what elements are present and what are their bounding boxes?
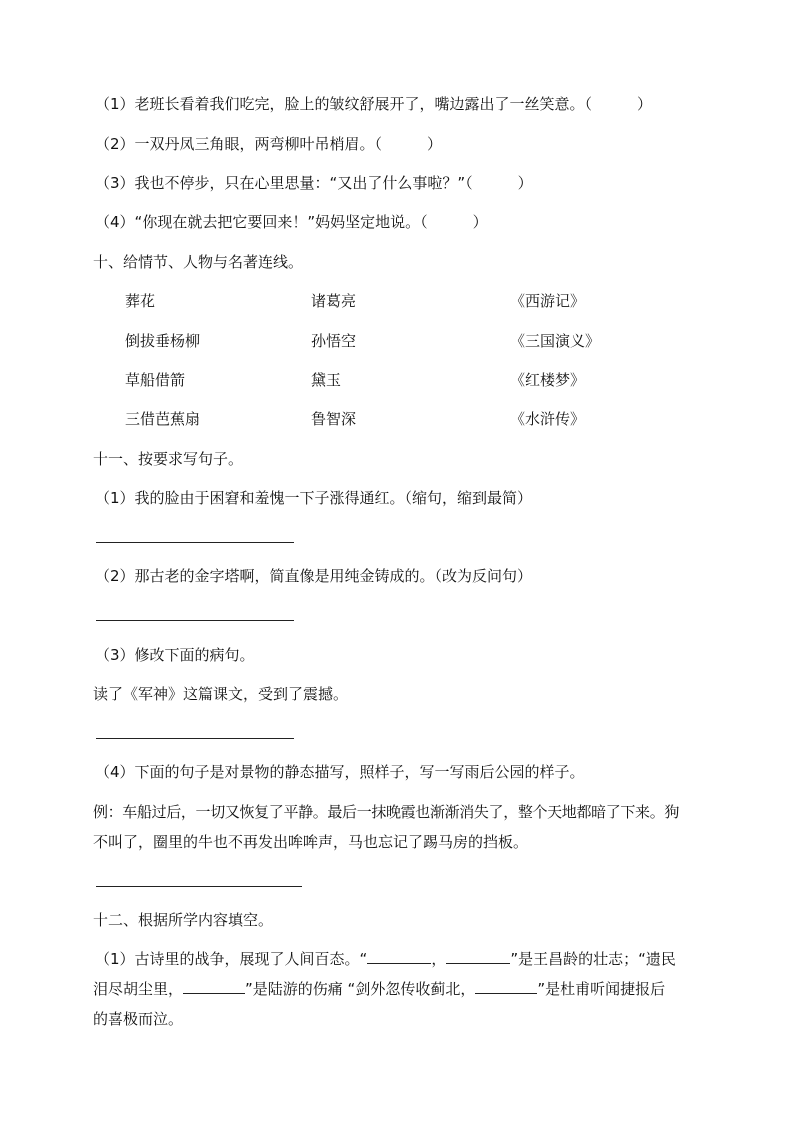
q12-para-line-1 bbox=[95, 949, 676, 969]
q11-sentence-4: （4）下面的句子是对景物的静态描写，照样子，写一写雨后公园的样子。 bbox=[95, 763, 585, 781]
character-item[interactable]: 孙悟空 bbox=[311, 332, 357, 350]
character-item[interactable]: 鲁智深 bbox=[311, 410, 357, 428]
q11-example-line-2: 不叫了，圈里的牛也不再发出哞哞声，马也忘记了踢马房的挡板。 bbox=[93, 833, 529, 851]
q12-para-line-3: 的喜极而泣。 bbox=[93, 1010, 184, 1028]
book-item[interactable]: 《水浒传》 bbox=[510, 410, 586, 428]
q12-text: 泪尽胡尘里， bbox=[93, 980, 184, 998]
q9-item-4: （4）“你现在就去把它要回来！”妈妈坚定地说。（ ） bbox=[95, 213, 488, 231]
fill-blank-4[interactable] bbox=[475, 979, 537, 994]
match-row-2 bbox=[0, 331, 794, 351]
q12-text: ”是陆游的伤痛 “剑外忽传收蓟北， bbox=[245, 980, 476, 998]
fill-blank-3[interactable] bbox=[183, 979, 245, 994]
answer-line-2[interactable] bbox=[96, 620, 294, 621]
q11-sentence-1: （1）我的脸由于困窘和羞愧一下子涨得通红。（缩句，缩到最简） bbox=[95, 489, 533, 507]
book-item[interactable]: 《红楼梦》 bbox=[510, 371, 586, 389]
fill-blank-1[interactable] bbox=[367, 949, 431, 964]
match-row-4 bbox=[0, 409, 794, 429]
book-item[interactable]: 《三国演义》 bbox=[510, 332, 601, 350]
plot-item[interactable]: 倒拔垂杨柳 bbox=[125, 332, 201, 350]
answer-line-4[interactable] bbox=[96, 886, 302, 887]
q12-text: （1）古诗里的战争，展现了人间百态。“ bbox=[95, 950, 368, 968]
plot-item[interactable]: 葬花 bbox=[125, 292, 156, 310]
q12-para-line-2 bbox=[93, 979, 665, 999]
q9-item-3: （3）我也不停步，只在心里思量：“又出了什么事啦？”（ ） bbox=[95, 174, 533, 192]
plot-item[interactable]: 草船借箭 bbox=[125, 371, 186, 389]
answer-line-3[interactable] bbox=[96, 738, 294, 739]
q11-example-line-1: 例：车船过后，一切又恢复了平静。最后一抹晚霞也渐渐消失了，整个天地都暗了下来。狗 bbox=[93, 803, 680, 821]
fill-blank-2[interactable] bbox=[446, 949, 510, 964]
q10-title: 十、给情节、人物与名著连线。 bbox=[93, 253, 304, 271]
answer-line-1[interactable] bbox=[96, 542, 294, 543]
q11-faulty-sentence: 读了《军神》这篇课文，受到了震撼。 bbox=[93, 685, 349, 703]
match-row-3 bbox=[0, 370, 794, 390]
q12-text: ”是杜甫听闻捷报后 bbox=[537, 980, 666, 998]
q9-item-1: （1）老班长看着我们吃完，脸上的皱纹舒展开了，嘴边露出了一丝笑意。（ ） bbox=[95, 95, 653, 113]
character-item[interactable]: 诸葛亮 bbox=[311, 292, 357, 310]
q12-text: ， bbox=[431, 950, 447, 968]
q11-title: 十一、按要求写句子。 bbox=[93, 450, 244, 468]
character-item[interactable]: 黛玉 bbox=[311, 371, 342, 389]
q9-item-2: （2）一双丹凤三角眼，两弯柳叶吊梢眉。（ ） bbox=[95, 135, 443, 153]
plot-item[interactable]: 三借芭蕉扇 bbox=[125, 410, 201, 428]
q11-sentence-3: （3）修改下面的病句。 bbox=[95, 646, 255, 664]
q12-title: 十二、根据所学内容填空。 bbox=[93, 911, 274, 929]
q11-sentence-2: （2）那古老的金字塔啊，简直像是用纯金铸成的。（改为反问句） bbox=[95, 567, 533, 585]
match-row-1 bbox=[0, 291, 794, 311]
q12-text: ”是王昌龄的壮志；“遗民 bbox=[510, 950, 676, 968]
book-item[interactable]: 《西游记》 bbox=[510, 292, 586, 310]
